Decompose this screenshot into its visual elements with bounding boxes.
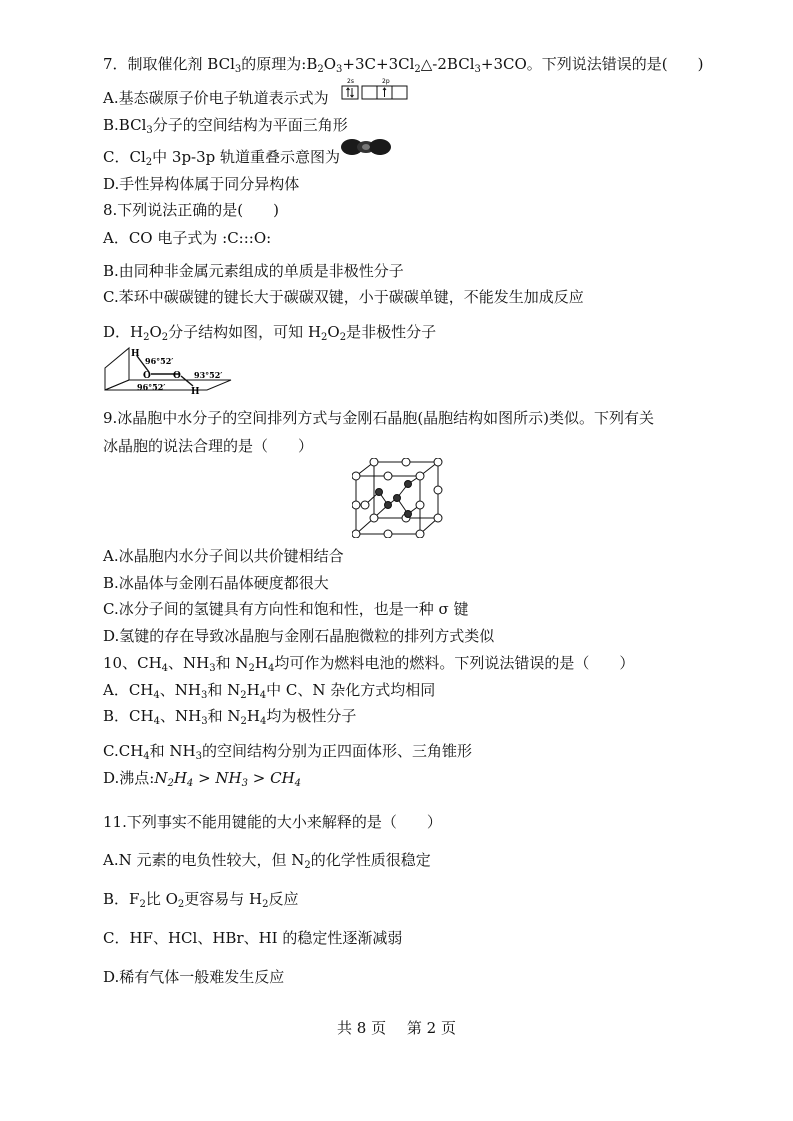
q11-stem: 11.下列事实不能用键能的大小来解释的是（ ） [103,813,442,831]
q9-stem-line1: 9.冰晶胞中水分子的空间排列方式与金刚石晶胞(晶胞结构如图所示)类似。下列有关 [103,409,655,427]
q10-stem: 10、$CH_4$、$NH_3$和 $N_2H_4$均可作为燃料电池的燃料。下列说法错误的是（ ） [103,654,635,674]
orbital-2p-label: 2p [382,78,390,85]
diamond-unit-cell-figure [352,458,444,538]
q9-option-b: B.冰晶体与金刚石晶体硬度都很大 [103,574,329,592]
q8-option-a: A．CO 电子式为 :C:::O: [103,229,272,247]
h2o2-o2-label: O [173,371,181,381]
q9-stem-line2: 冰晶胞的说法合理的是（ ） [103,437,314,455]
q7-option-a: A.基态碳原子价电子轨道表示式为 [103,89,329,107]
h2o2-angle1-label: 96°52′ [145,356,174,366]
q7-option-d: D.手性异构体属于同分异构体 [103,175,300,193]
q9-option-a: A.冰晶胞内水分子间以共价键相结合 [103,547,344,565]
orbital-diagram-figure [340,76,410,102]
q7-option-c: C．$Cl_2$中 3p-3p 轨道重叠示意图为 [103,148,341,168]
q11-option-a: A.N 元素的电负性较大，但 $N_2$的化学性质很稳定 [103,851,431,871]
q8-stem: 8.下列说法正确的是( ) [103,201,280,219]
h2o2-structure-figure [103,346,233,396]
h2o2-angle2-label: 93°52′ [194,370,223,380]
q8-option-d: D．$H_2O_2$分子结构如图，可知 $H_2O_2$是非极性分子 [103,323,437,343]
q9-option-c: C.冰分子间的氢键具有方向性和饱和性，也是一种 σ 键 [103,600,469,618]
h2o2-h-top-label: H [131,349,140,359]
q10-option-a: A．$CH_4$、$NH_3$和 $N_2H_4$中 C、N 杂化方式均相同 [103,681,436,701]
footer-current-page: 第 2 页 [406,1019,456,1037]
q11-option-c: C．HF、HCl、HBr、HI 的稳定性逐渐减弱 [103,929,403,947]
orbital-2s-label: 2s [347,78,354,85]
h2o2-h-bottom-label: H [191,387,200,396]
page-footer [0,1018,793,1038]
q11-option-d: D.稀有气体一般难发生反应 [103,968,285,986]
q7-option-b: B.BCl$_3$分子的空间结构为平面三角形 [103,116,348,136]
q9-option-d: D.氢键的存在导致冰晶胞与金刚石晶胞微粒的排列方式类似 [103,627,495,645]
q8-option-c: C.苯环中碳碳键的键长大于碳碳双键，小于碳碳单键，不能发生加成反应 [103,288,584,306]
h2o2-o1-label: O [143,371,151,381]
q7-stem: 7．制取催化剂 BCl$_3$的原理为$:B_2O_3+3C+3Cl_2\triangle-2BCl_3+3CO$。下列说法错误的是( ) [103,55,704,75]
q11-option-b: B．$F_2$比 $O_2$更容易与 $H_2$反应 [103,890,299,910]
q10-option-c: $C.CH_4$和 $NH_3$的空间结构分别为正四面体形、三角锥形 [103,742,473,762]
h2o2-angle3-label: 96°52′ [137,382,166,392]
q10-option-b: B．$CH_4$、$NH_3$和 $N_2H_4$均为极性分子 [103,707,357,727]
q10-option-d: D.沸点$:N_2H_4 > NH_3 > CH_4$ [103,769,302,789]
p-orbital-overlap-figure [340,133,392,161]
footer-total-pages: 共 8 页 [337,1019,387,1037]
q8-option-b: B.由同种非金属元素组成的单质是非极性分子 [103,262,404,280]
